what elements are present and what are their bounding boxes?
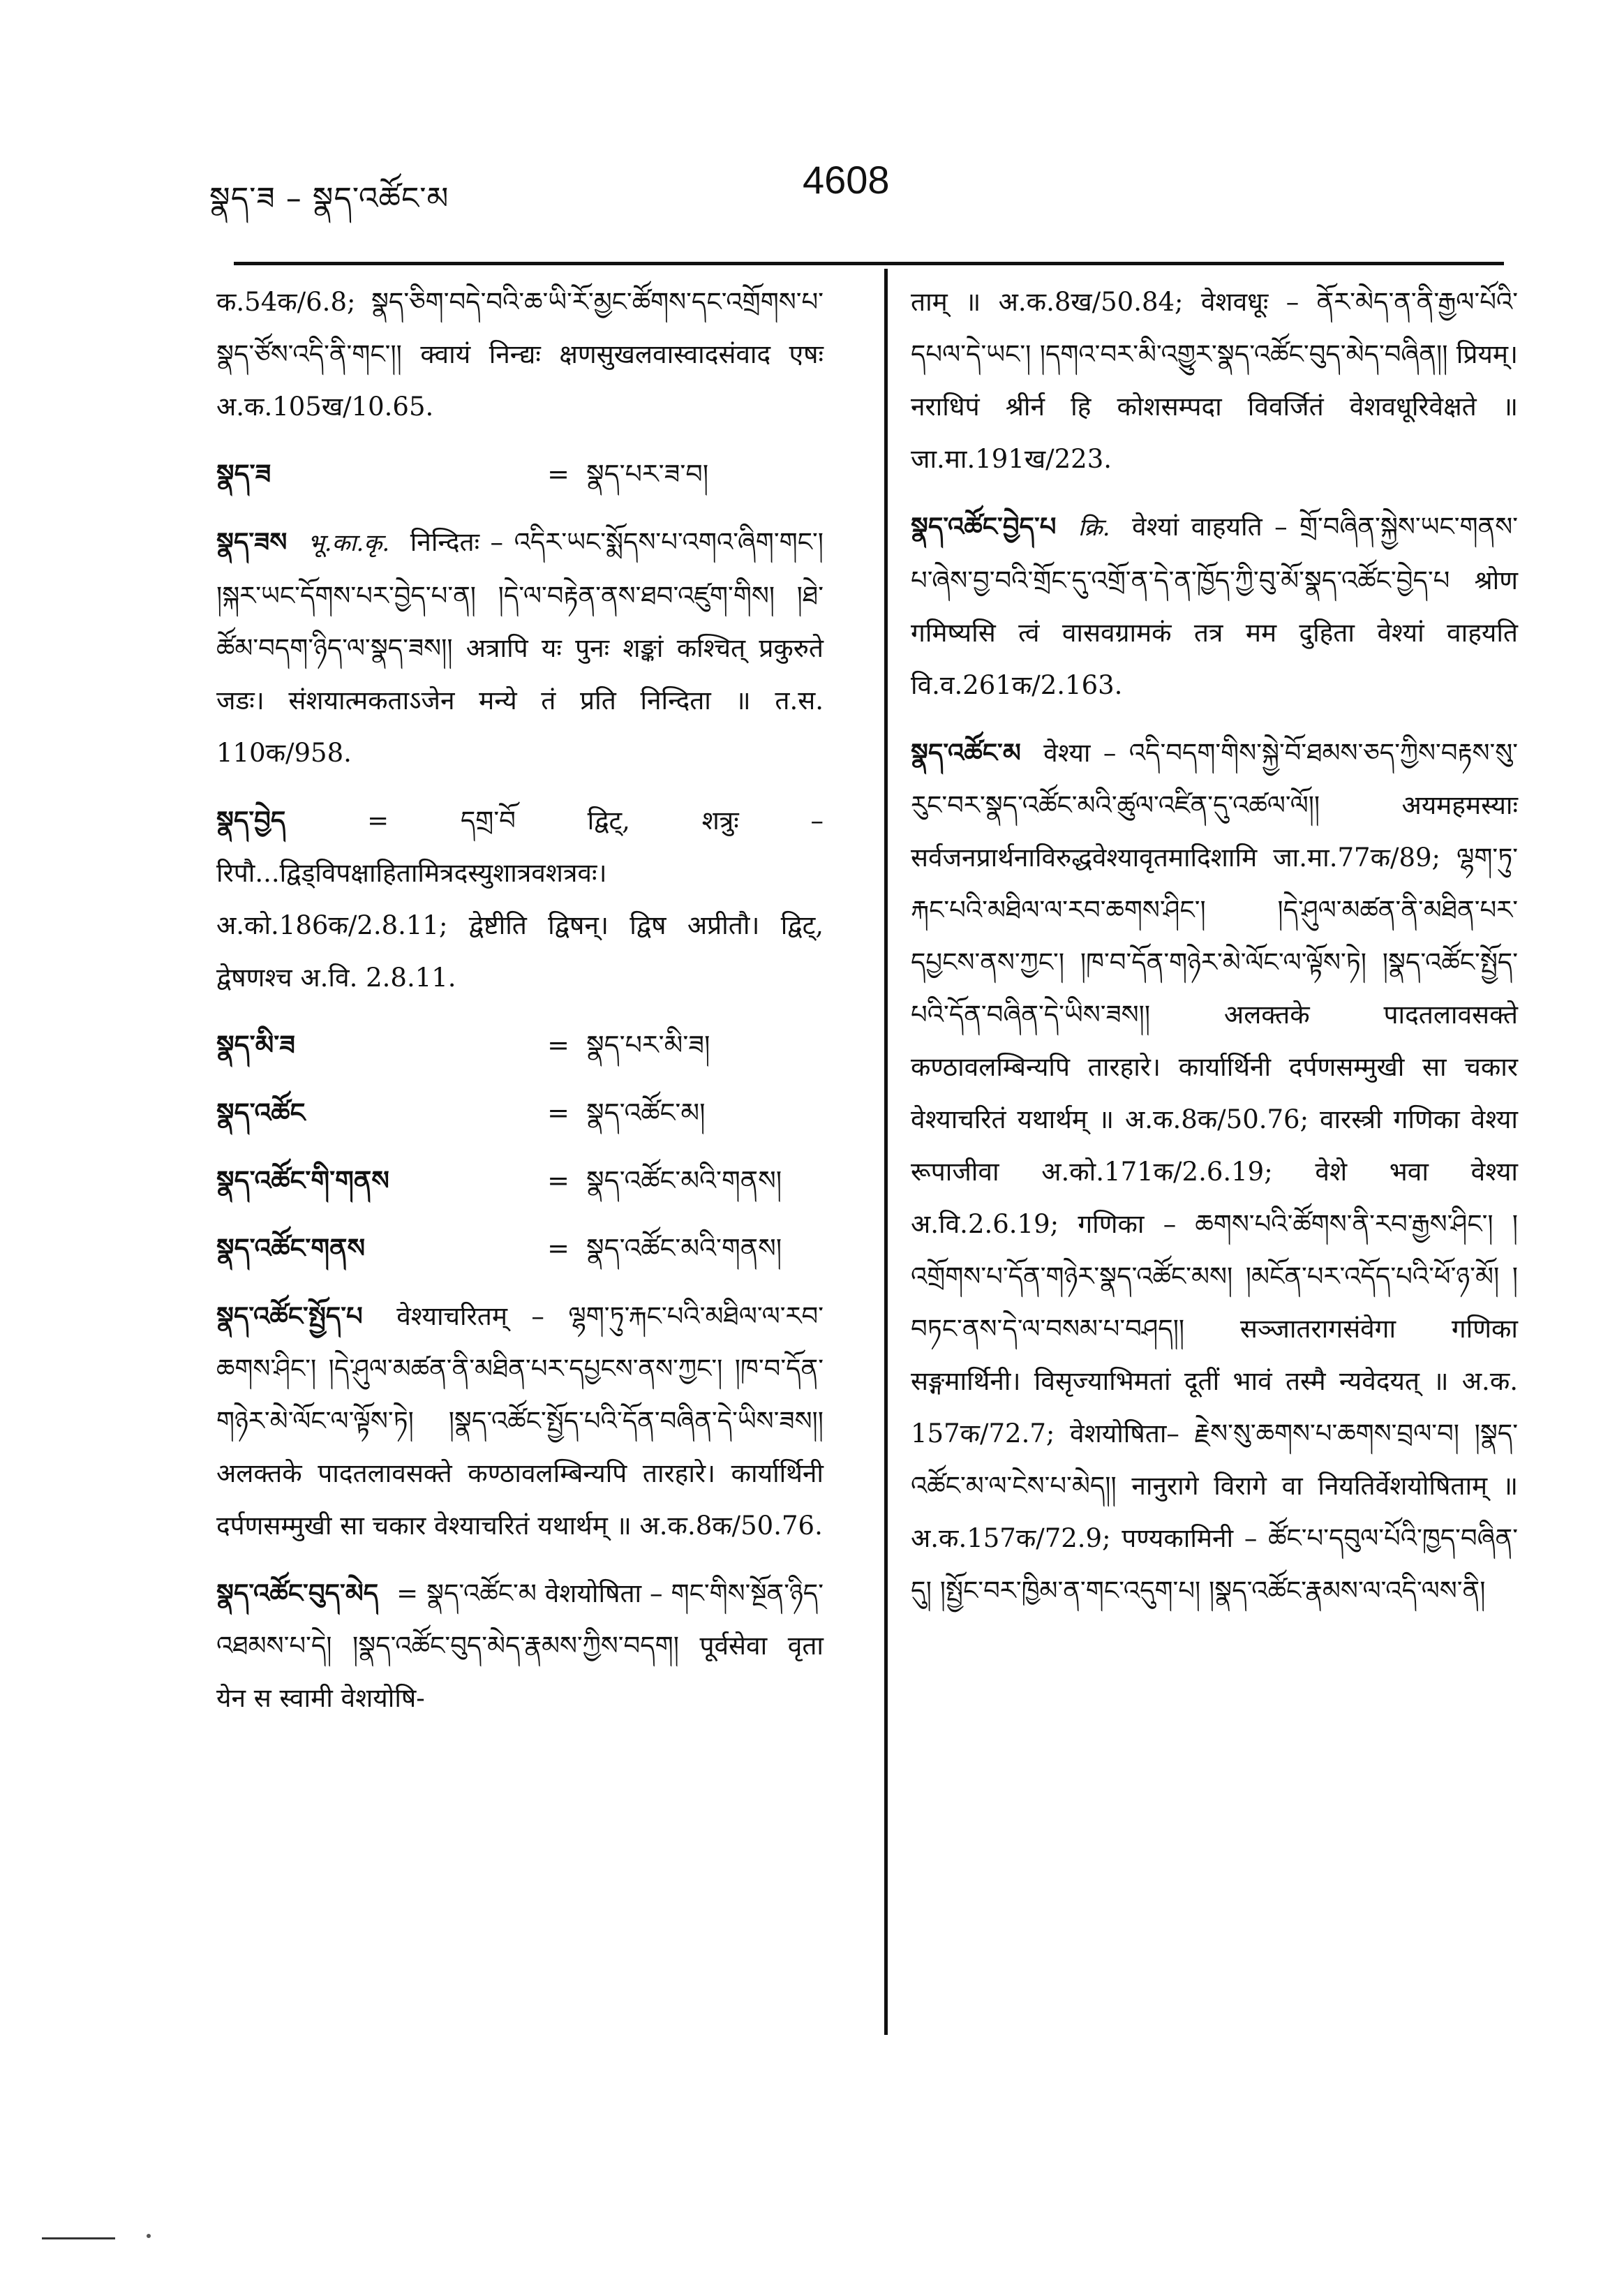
equals-sign: = (547, 459, 569, 489)
xref-headword: སྣད་མི་ཟ (216, 1030, 296, 1060)
header-rule (234, 262, 1504, 265)
dictionary-entry (911, 501, 1518, 711)
xref-target: སྣད་པར་ཟ་བ། (586, 459, 709, 489)
entry-headword: སྣད་འཚོང་བུད་མེད (216, 1578, 379, 1608)
entry-text: ताम् ॥ अ.क.8ख/50.84; वेशवधूः – ནོར་མེད་ན་ནི་རྒྱལ་པོའི་དཔལ་དེ་ཡང་། །དགའ་བར་མི་འགྱུར་སྣད་འཚོང་བུད་མེད་བཞིན།། प्रियम्। नराधिपं श्रीर्न हि कोशसम्पदा विवर्जितं वेशवधूरिवेक्षते ॥ जा.मा.191ख/223. (911, 287, 1518, 474)
page-number: 4608 (803, 158, 890, 202)
entry-headword: སྣད་འཚོང་སྤྱོད་པ (216, 1301, 363, 1331)
equals-sign: = (547, 1097, 569, 1128)
entry-grammar: भू.का.कृ. (307, 529, 390, 557)
dictionary-entry (911, 727, 1518, 1617)
xref-target: སྣད་པར་མི་ཟ། (586, 1030, 710, 1060)
column-divider (884, 269, 888, 2035)
xref-target: སྣད་འཚོང་མའི་གནས། (586, 1165, 782, 1196)
cross-reference (216, 1155, 824, 1207)
running-head: སྣད་ཟ – སྣད་འཚོང་མ (209, 181, 449, 216)
equals-sign: = (547, 1233, 569, 1264)
dictionary-entry (216, 516, 824, 779)
dictionary-entry (216, 1567, 824, 1724)
entry-text: वेश्यां वाहयति – གྲོ་བཞིན་སྐྱེས་ཡང་གནས་པ་ཞེས་བྱ་བའི་གྲོང་དུ་འགྲོ་ན་དེ་ན་ཁྱོད་ཀྱི་བུ་མོ་སྣད་འཚོང་བྱེད་པ श्रोण गमिष्यसि त्वं वासवग्रामकं तत्र मम दुहिता वेश्यां वाहयति वि.व.261क/2.163. (911, 512, 1519, 700)
equals-sign: = (547, 1030, 569, 1060)
footer-dot (147, 2234, 151, 2238)
xref-target: སྣད་འཚོང་མའི་གནས། (586, 1233, 782, 1264)
entry-headword: སྣད་བྱེད (216, 806, 286, 836)
dictionary-entry (911, 276, 1518, 485)
entry-text: = དགྲ་བོ द्विट्, शत्रुः – रिपौ...द्विड्विपक्षाहितामित्रदस्युशात्रवशत्रवः। अ.को.186क/2.8.11; द्वेष्टीति द्विषन्। द्विष अप्रीतौ। द्विट्, द्वेषणश्च अ.वि. 2.8.11. (216, 806, 824, 993)
xref-headword: སྣད་འཚོང (216, 1097, 306, 1128)
entry-text: = སྣད་འཚོང་མ वेशयोषिता – གང་གིས་སྔོན་ཉིད་འཐམས་པ་དེ། །སྣད་འཚོང་བུད་མེད་རྣམས་ཀྱིས་བདག། पूर्वसेवा वृता येन स स्वामी वेशयोषि- (216, 1578, 824, 1713)
xref-target: སྣད་འཚོང་མ། (586, 1097, 706, 1128)
xref-headword: སྣད་འཚོང་གི་གནས (216, 1165, 389, 1196)
entry-headword: སྣད་ཟས (216, 527, 288, 557)
entry-headword: སྣད་འཚོང་མ (911, 738, 1021, 768)
cross-reference (216, 1019, 824, 1072)
cross-reference (216, 1222, 824, 1275)
entry-headword: སྣད་འཚོང་བྱེད་པ (911, 512, 1057, 542)
cross-reference (216, 448, 824, 501)
page-header (209, 150, 1505, 227)
right-column (911, 276, 1518, 1632)
left-column (216, 276, 824, 1740)
cross-reference (216, 1087, 824, 1139)
entry-text: क.54क/6.8; སྣད་ཅིག་བདེ་བའི་ཆ་ཡི་རོ་མྱང་ཚོགས་དང་འགྲོགས་པ་སྣད་ཙོས་འདི་ནི་གང་།། क्वायं निन्द्यः क्षणसुखलवास्वादसंवाद एषः अ.क.105ख/10.65. (216, 287, 824, 422)
xref-headword: སྣད་ཟ (216, 459, 271, 489)
entry-text: वेश्या – འདི་བདག་གིས་སྐྱེ་བོ་ཐམས་ཅད་ཀྱིས་བརྟས་སུ་རུང་བར་སྣད་འཚོང་མའི་ཚུལ་འཛིན་དུ་འཚལ་ལོ།། अयमहमस्याः सर्वजनप्रार्थनाविरुद्धवेश्यावृतमादिशामि जा.मा.77क/89; ལྷག་ཏུ་རྐང་པའི་མཐིལ་ལ་རབ་ཆགས་ཤིང་། །དེ་ཤུལ་མཚན་ནི་མཐིན་པར་དཔྱངས་ནས་ཀྱང་། །ཁ་བ་དོན་གཉེར་མེ་ལོང་ལ་ལྟོས་ཏེ། །སྣད་འཚོང་སྤྱོད་པའི་དོན་བཞིན་དེ་ཡིས་ཟས།། अलक्तके पादतलावसक्ते कण्ठावलम्बिन्यपि तारहारे। कार्यार्थिनी दर्पणसम्मुखी सा चकार वेश्याचरितं यथार्थम् ॥ अ.क.8क/50.76; वारस्त्री गणिका वेश्या रूपाजीवा अ.को.171क/2.6.19; वेशे भवा वेश्या अ.वि.2.6.19; गणिका – ཆགས་པའི་ཚོགས་ནི་རབ་རྒྱས་ཤིང་། །འགྲོགས་པ་དོན་གཉེར་སྣད་འཚོང་མས། །མངོན་པར་འདོད་པའི་ཕོ་ཉ་མོ། །བཏང་ནས་དེ་ལ་བསམ་པ་བཤད།། सञ्जातरागसंवेगा गणिका सङ्गमार्थिनी। विसृज्याभिमतां दूतीं भावं तस्मै न्यवेदयत् ॥ अ.क. 157क/72.7; वेशयोषिता– རྗེས་སུ་ཆགས་པ་ཆགས་བྲལ་བ། །སྣད་འཚོང་མ་ལ་ངེས་པ་མེད།། नानुरागे विरागे वा नियतिर्वेशयोषिताम् ॥ अ.क.157क/72.9; पण्यकामिनी – ཚོང་པ་དབུལ་པོའི་ཁྱད་བཞིན་དུ། །སྤྱོང་བར་ཁྱིམ་ན་གང་འདུག་པ། །སྣད་འཚོང་རྣམས་ལ་འདི་ལས་ནི། (911, 738, 1519, 1606)
entry-grammar: क्रि. (1078, 514, 1110, 542)
entry-text: वेश्याचरितम् – ལྷག་ཏུ་རྐང་པའི་མཐིལ་ལ་རབ་ཆགས་ཤིང་། །དེ་ཤུལ་མཚན་ནི་མཐིན་པར་དཔྱངས་ནས་ཀྱང་། །ཁ་བ་དོན་གཉེར་མེ་ལོང་ལ་ལྟོས་ཏེ། །སྣད་འཚོང་སྤྱོད་པའི་དོན་བཞིན་དེ་ཡིས་ཟས།། अलक्तके पादतलावसक्ते कण्ठावलम्बिन्यपि तारहारे। कार्यार्थिनी दर्पणसम्मुखी सा चकार वेश्याचरितं यथार्थम् ॥ अ.क.8क/50.76. (216, 1301, 824, 1541)
entry-text: निन्दितः – འདིར་ཡང་སྨོདས་པ་འགའ་ཞིག་གང་། །སྐར་ཡང་དོགས་པར་བྱེད་པ་ན། །དེ་ལ་བརྟེན་ནས་ཐབ་འཛུག་གིས། །ཐེ་ཚོམ་བདག་ཉིད་ལ་སྣད་ཟས།། अत्रापि यः पुनः शङ्कां कश्चित् प्रकुरुते जडः। संशयात्मकताऽजेन मन्ये तं प्रति निन्दिता ॥ त.स. 110क/958. (216, 527, 824, 768)
dictionary-entry (216, 794, 824, 1004)
footer-rule (42, 2237, 115, 2239)
dictionary-entry (216, 1290, 824, 1552)
dictionary-entry (216, 276, 824, 433)
equals-sign: = (547, 1165, 569, 1196)
xref-headword: སྣད་འཚོང་གནས (216, 1233, 366, 1264)
